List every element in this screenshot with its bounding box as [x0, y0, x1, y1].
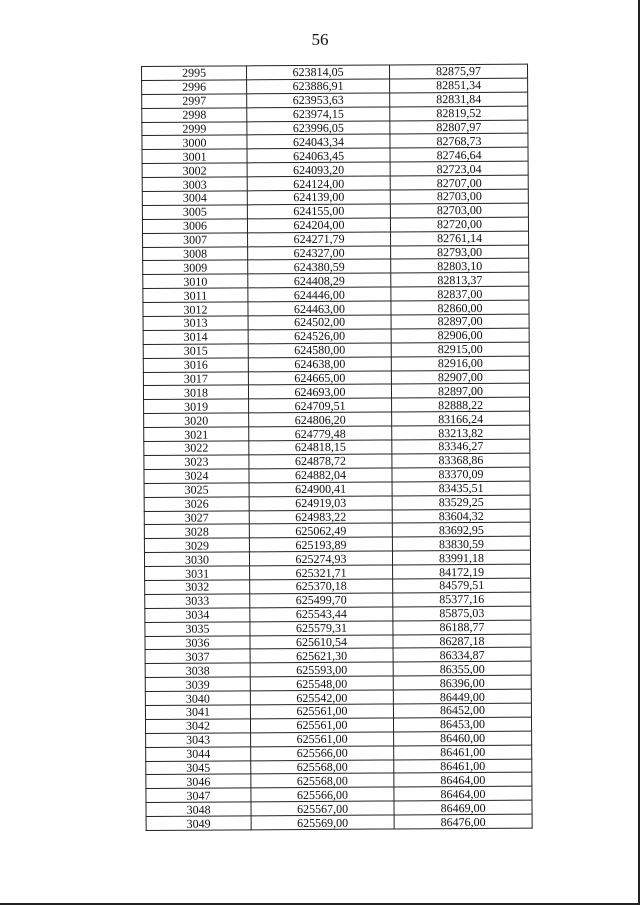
point-number-cell: 3029	[144, 538, 249, 553]
x-coordinate-cell: 625543,44	[250, 607, 393, 622]
y-coordinate-cell: 86460,00	[394, 731, 532, 746]
point-number-cell: 3048	[146, 802, 251, 817]
y-coordinate-cell: 83435,51	[392, 481, 530, 496]
x-coordinate-cell: 624665,00	[248, 371, 391, 386]
x-coordinate-cell: 625567,00	[251, 801, 394, 816]
coordinates-table	[141, 64, 533, 831]
y-coordinate-cell: 86464,00	[394, 786, 532, 801]
y-coordinate-cell: 82793,00	[391, 245, 529, 260]
point-number-cell: 3025	[144, 483, 249, 498]
y-coordinate-cell: 86355,00	[393, 661, 531, 676]
point-number-cell: 3006	[142, 219, 247, 234]
x-coordinate-cell: 624093,20	[247, 162, 390, 177]
y-coordinate-cell: 86461,00	[394, 759, 532, 774]
point-number-cell: 3026	[144, 496, 249, 511]
x-coordinate-cell: 624709,51	[249, 398, 392, 413]
point-number-cell: 3013	[143, 316, 248, 331]
point-number-cell: 3005	[142, 205, 247, 220]
x-coordinate-cell: 624271,79	[248, 232, 391, 247]
x-coordinate-cell: 624806,20	[249, 412, 392, 427]
x-coordinate-cell: 624900,41	[249, 482, 392, 497]
y-coordinate-cell: 86188,77	[393, 620, 531, 635]
point-number-cell: 3023	[144, 455, 249, 470]
y-coordinate-cell: 85377,16	[393, 592, 531, 607]
x-coordinate-cell: 624139,00	[247, 190, 390, 205]
x-coordinate-cell: 624043,34	[247, 134, 390, 149]
y-coordinate-cell: 83692,95	[392, 523, 530, 538]
x-coordinate-cell: 625321,71	[250, 565, 393, 580]
x-coordinate-cell: 624919,03	[249, 496, 392, 511]
y-coordinate-cell: 83346,27	[392, 439, 530, 454]
point-number-cell: 3040	[145, 691, 250, 706]
point-number-cell: 3019	[144, 399, 249, 414]
point-number-cell: 3001	[142, 149, 247, 164]
y-coordinate-cell: 82807,97	[390, 120, 528, 135]
x-coordinate-cell: 624155,00	[247, 204, 390, 219]
y-coordinate-cell: 83529,25	[392, 495, 530, 510]
x-coordinate-cell: 624327,00	[248, 246, 391, 261]
x-coordinate-cell: 624638,00	[248, 357, 391, 372]
x-coordinate-cell: 625548,00	[250, 676, 393, 691]
x-coordinate-cell: 623953,63	[247, 93, 390, 108]
point-number-cell: 3007	[143, 233, 248, 248]
y-coordinate-cell: 86461,00	[394, 745, 532, 760]
y-coordinate-cell: 82803,10	[391, 259, 529, 274]
x-coordinate-cell: 625569,00	[251, 815, 394, 830]
x-coordinate-cell: 625561,00	[251, 732, 394, 747]
y-coordinate-cell: 82907,00	[391, 370, 529, 385]
x-coordinate-cell: 625370,18	[250, 579, 393, 594]
y-coordinate-cell: 82860,00	[391, 300, 529, 315]
y-coordinate-cell: 86287,18	[393, 634, 531, 649]
x-coordinate-cell: 625274,93	[249, 551, 392, 566]
point-number-cell: 3000	[142, 135, 247, 150]
y-coordinate-cell: 86453,00	[393, 717, 531, 732]
x-coordinate-cell: 624063,45	[247, 148, 390, 163]
y-coordinate-cell: 82916,00	[391, 356, 529, 371]
point-number-cell: 3044	[146, 746, 251, 761]
point-number-cell: 3046	[146, 774, 251, 789]
point-number-cell: 3043	[146, 733, 251, 748]
point-number-cell: 3022	[144, 441, 249, 456]
point-number-cell: 3030	[144, 552, 249, 567]
y-coordinate-cell: 83368,86	[392, 453, 530, 468]
x-coordinate-cell: 624380,59	[248, 259, 391, 274]
y-coordinate-cell: 83370,09	[392, 467, 530, 482]
x-coordinate-cell: 624124,00	[247, 176, 390, 191]
x-coordinate-cell: 625566,00	[251, 787, 394, 802]
x-coordinate-cell: 624502,00	[248, 315, 391, 330]
x-coordinate-cell: 623996,05	[247, 121, 390, 136]
point-number-cell: 3009	[143, 260, 248, 275]
x-coordinate-cell: 624882,04	[249, 468, 392, 483]
x-coordinate-cell: 624779,48	[249, 426, 392, 441]
x-coordinate-cell: 624526,00	[248, 329, 391, 344]
y-coordinate-cell: 82703,00	[390, 203, 528, 218]
y-coordinate-cell: 82819,52	[390, 106, 528, 121]
point-number-cell: 3033	[145, 594, 250, 609]
point-number-cell: 3003	[142, 177, 247, 192]
y-coordinate-cell: 82837,00	[391, 286, 529, 301]
point-number-cell: 3002	[142, 163, 247, 178]
x-coordinate-cell: 624878,72	[249, 454, 392, 469]
point-number-cell: 3010	[143, 274, 248, 289]
point-number-cell: 3004	[142, 191, 247, 206]
y-coordinate-cell: 82813,37	[391, 272, 529, 287]
point-number-cell: 3012	[143, 302, 248, 317]
y-coordinate-cell: 84579,51	[393, 578, 531, 593]
x-coordinate-cell: 624408,29	[248, 273, 391, 288]
point-number-cell: 2998	[142, 108, 247, 123]
x-coordinate-cell: 625566,00	[251, 746, 394, 761]
y-coordinate-cell: 82707,00	[390, 175, 528, 190]
y-coordinate-cell: 83830,59	[392, 536, 530, 551]
point-number-cell: 3020	[144, 413, 249, 428]
x-coordinate-cell: 625499,70	[250, 593, 393, 608]
x-coordinate-cell: 625610,54	[250, 634, 393, 649]
y-coordinate-cell: 82851,34	[390, 78, 528, 93]
y-coordinate-cell: 82831,84	[390, 92, 528, 107]
point-number-cell: 3049	[146, 816, 251, 831]
y-coordinate-cell: 86464,00	[394, 773, 532, 788]
point-number-cell: 3038	[145, 663, 250, 678]
x-coordinate-cell: 625621,30	[250, 648, 393, 663]
point-number-cell: 3021	[144, 427, 249, 442]
x-coordinate-cell: 625062,49	[249, 523, 392, 538]
point-number-cell: 3035	[145, 621, 250, 636]
point-number-cell: 3028	[144, 524, 249, 539]
point-number-cell: 3008	[143, 246, 248, 261]
x-coordinate-cell: 624693,00	[248, 384, 391, 399]
x-coordinate-cell: 625568,00	[251, 760, 394, 775]
x-coordinate-cell: 624818,15	[249, 440, 392, 455]
x-coordinate-cell: 625193,89	[249, 537, 392, 552]
x-coordinate-cell: 625561,00	[250, 718, 393, 733]
y-coordinate-cell: 82897,00	[391, 384, 529, 399]
page-number: 56	[311, 30, 329, 49]
point-number-cell: 3041	[145, 705, 250, 720]
point-number-cell: 2999	[142, 121, 247, 136]
y-coordinate-cell: 86469,00	[394, 800, 532, 815]
point-number-cell: 3014	[143, 330, 248, 345]
point-number-cell: 3011	[143, 288, 248, 303]
y-coordinate-cell: 82768,73	[390, 134, 528, 149]
y-coordinate-cell: 82897,00	[391, 314, 529, 329]
y-coordinate-cell: 83166,24	[392, 411, 530, 426]
point-number-cell: 3015	[143, 344, 248, 359]
point-number-cell: 3039	[145, 677, 250, 692]
point-number-cell: 3036	[145, 635, 250, 650]
x-coordinate-cell: 624983,22	[249, 509, 392, 524]
x-coordinate-cell: 624463,00	[248, 301, 391, 316]
y-coordinate-cell: 86449,00	[393, 689, 531, 704]
point-number-cell: 2997	[142, 94, 247, 109]
point-number-cell: 3032	[145, 580, 250, 595]
y-coordinate-cell: 84172,19	[393, 564, 531, 579]
y-coordinate-cell: 82723,04	[390, 161, 528, 176]
y-coordinate-cell: 85875,03	[393, 606, 531, 621]
x-coordinate-cell: 625579,31	[250, 621, 393, 636]
y-coordinate-cell: 82875,97	[389, 64, 527, 79]
y-coordinate-cell: 86396,00	[393, 675, 531, 690]
x-coordinate-cell: 625593,00	[250, 662, 393, 677]
point-number-cell: 3037	[145, 649, 250, 664]
y-coordinate-cell: 82720,00	[390, 217, 528, 232]
point-number-cell: 3018	[143, 385, 248, 400]
point-number-cell: 3017	[143, 371, 248, 386]
x-coordinate-cell: 624446,00	[248, 287, 391, 302]
point-number-cell: 3045	[146, 760, 251, 775]
point-number-cell: 2995	[142, 66, 247, 81]
point-number-cell: 3047	[146, 788, 251, 803]
x-coordinate-cell: 625561,00	[250, 704, 393, 719]
y-coordinate-cell: 82906,00	[391, 328, 529, 343]
y-coordinate-cell: 82888,22	[392, 398, 530, 413]
y-coordinate-cell: 86476,00	[394, 814, 532, 829]
point-number-cell: 3031	[145, 566, 250, 581]
y-coordinate-cell: 82761,14	[391, 231, 529, 246]
point-number-cell: 3024	[144, 469, 249, 484]
table-row	[146, 814, 532, 830]
x-coordinate-cell: 623974,15	[247, 107, 390, 122]
point-number-cell: 3042	[145, 719, 250, 734]
y-coordinate-cell: 86334,87	[393, 648, 531, 663]
y-coordinate-cell: 82915,00	[391, 342, 529, 357]
x-coordinate-cell: 625542,00	[250, 690, 393, 705]
coordinates-table-body	[142, 64, 533, 830]
point-number-cell: 3016	[143, 358, 248, 373]
point-number-cell: 3034	[145, 608, 250, 623]
y-coordinate-cell: 86452,00	[393, 703, 531, 718]
x-coordinate-cell: 623814,05	[247, 65, 390, 80]
y-coordinate-cell: 83991,18	[392, 550, 530, 565]
x-coordinate-cell: 623886,91	[247, 79, 390, 94]
y-coordinate-cell: 82703,00	[390, 189, 528, 204]
y-coordinate-cell: 83213,82	[392, 425, 530, 440]
y-coordinate-cell: 82746,64	[390, 147, 528, 162]
x-coordinate-cell: 624204,00	[247, 218, 390, 233]
point-number-cell: 2996	[142, 80, 247, 95]
y-coordinate-cell: 83604,32	[392, 509, 530, 524]
x-coordinate-cell: 625568,00	[251, 773, 394, 788]
x-coordinate-cell: 624580,00	[248, 343, 391, 358]
point-number-cell: 3027	[144, 510, 249, 525]
